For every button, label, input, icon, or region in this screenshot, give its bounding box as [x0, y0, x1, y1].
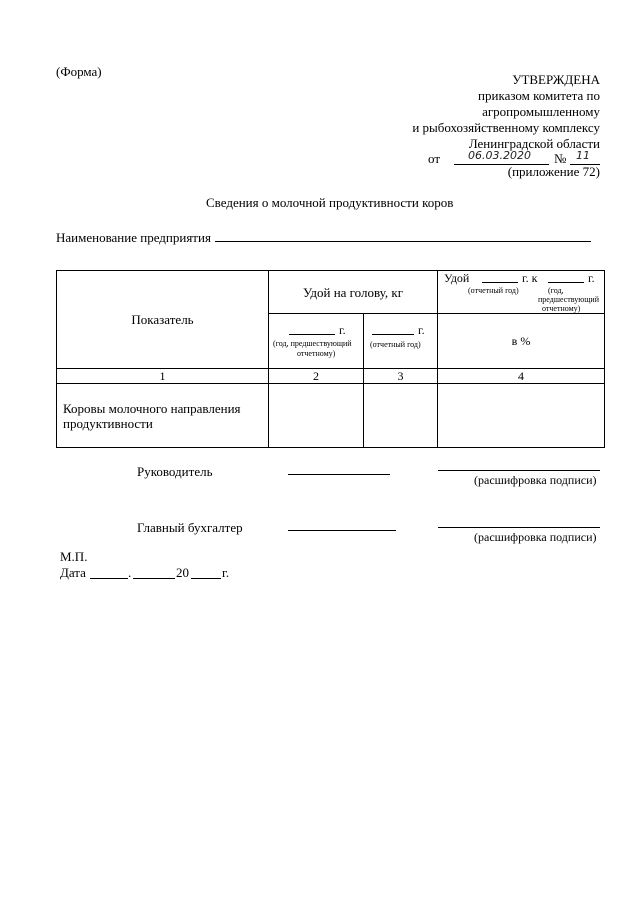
yield-prev-year-note-b: предшествующий — [538, 295, 599, 304]
yield-year-line-1[interactable] — [482, 282, 518, 283]
header-prev-year — [269, 314, 364, 369]
date-year-suffix: г. — [222, 565, 230, 580]
cell-prev-year-yield[interactable] — [269, 384, 364, 448]
header-indicator — [57, 271, 269, 369]
head-decode-note: (расшифровка подписи) — [474, 473, 597, 487]
reporting-year-suffix: г. — [418, 323, 425, 337]
approval-from-label: от — [428, 151, 441, 166]
date-separator: . — [128, 565, 132, 580]
approval-number-handwritten: 11 — [576, 149, 590, 162]
col-number-1: 1 — [57, 369, 269, 384]
date-year-line[interactable] — [191, 578, 221, 579]
col-number-4: 4 — [438, 369, 605, 384]
reporting-year-note: (отчетный год) — [370, 340, 421, 349]
head-decode-line[interactable] — [438, 470, 600, 471]
approval-line-2: агропромышленному — [482, 104, 600, 119]
approval-line-4: Ленинградской области — [468, 136, 600, 151]
accountant-decode-note: (расшифровка подписи) — [474, 530, 597, 544]
header-reporting-year — [364, 314, 438, 369]
col-number-3: 3 — [364, 369, 438, 384]
approval-line-3: и рыбохозяйственному комплексу — [412, 120, 600, 135]
accountant-decode-line[interactable] — [438, 527, 600, 528]
yield-prev-year-note-c: отчетному) — [542, 304, 581, 313]
col-number-2: 2 — [269, 369, 364, 384]
prev-year-note-b: отчетному) — [297, 349, 336, 358]
prev-year-note-a: (год, предшествующий — [273, 339, 352, 348]
head-signature-label: Руководитель — [137, 464, 213, 479]
approval-title: УТВЕРЖДЕНА — [512, 72, 600, 87]
form-label: (Форма) — [56, 64, 102, 79]
row-dairy-cows-label-a: Коровы молочного направления — [63, 400, 241, 416]
date-day-line[interactable] — [90, 578, 128, 579]
header-yield-per-head — [269, 271, 438, 314]
approval-date-handwritten: 06.03.2020 — [468, 149, 531, 162]
prev-year-suffix: г. — [339, 323, 346, 337]
date-label: Дата — [60, 565, 86, 580]
header-yield-per-head-label: Удой на голову, кг — [302, 284, 404, 300]
productivity-table — [56, 270, 605, 448]
document-title: Сведения о молочной продуктивности коров — [206, 195, 454, 210]
reporting-year-line[interactable] — [372, 334, 414, 335]
date-year-prefix: 20 — [176, 565, 189, 580]
yield-year-line-2[interactable] — [548, 282, 584, 283]
header-percent-label: в % — [511, 334, 531, 348]
date-month-line[interactable] — [133, 578, 175, 579]
header-yield-compare — [438, 271, 605, 314]
enterprise-name-line[interactable] — [215, 241, 591, 242]
header-percent — [438, 314, 605, 369]
enterprise-label: Наименование предприятия — [56, 230, 211, 245]
header-indicator-label: Показатель — [131, 312, 194, 327]
accountant-signature-label: Главный бухгалтер — [137, 520, 243, 535]
yield-reporting-year-note: (отчетный год) — [468, 286, 519, 295]
row-dairy-cows-label — [57, 384, 269, 448]
approval-line-1: приказом комитета по — [478, 88, 600, 103]
approval-number-label: № — [554, 151, 567, 166]
stamp-label: М.П. — [60, 549, 88, 564]
head-signature-line[interactable] — [288, 474, 390, 475]
approval-appendix: (приложение 72) — [507, 164, 600, 179]
prev-year-line[interactable] — [289, 334, 335, 335]
accountant-signature-line[interactable] — [288, 530, 396, 531]
cell-reporting-year-yield[interactable] — [364, 384, 438, 448]
yield-compare-mid: г. к — [522, 271, 538, 285]
yield-prev-year-note-a: (год, — [548, 286, 564, 295]
yield-compare-prefix: Удой — [444, 271, 470, 285]
cell-percent[interactable] — [438, 384, 605, 448]
row-dairy-cows-label-b: продуктивности — [63, 415, 153, 431]
yield-compare-suffix: г. — [588, 271, 595, 285]
